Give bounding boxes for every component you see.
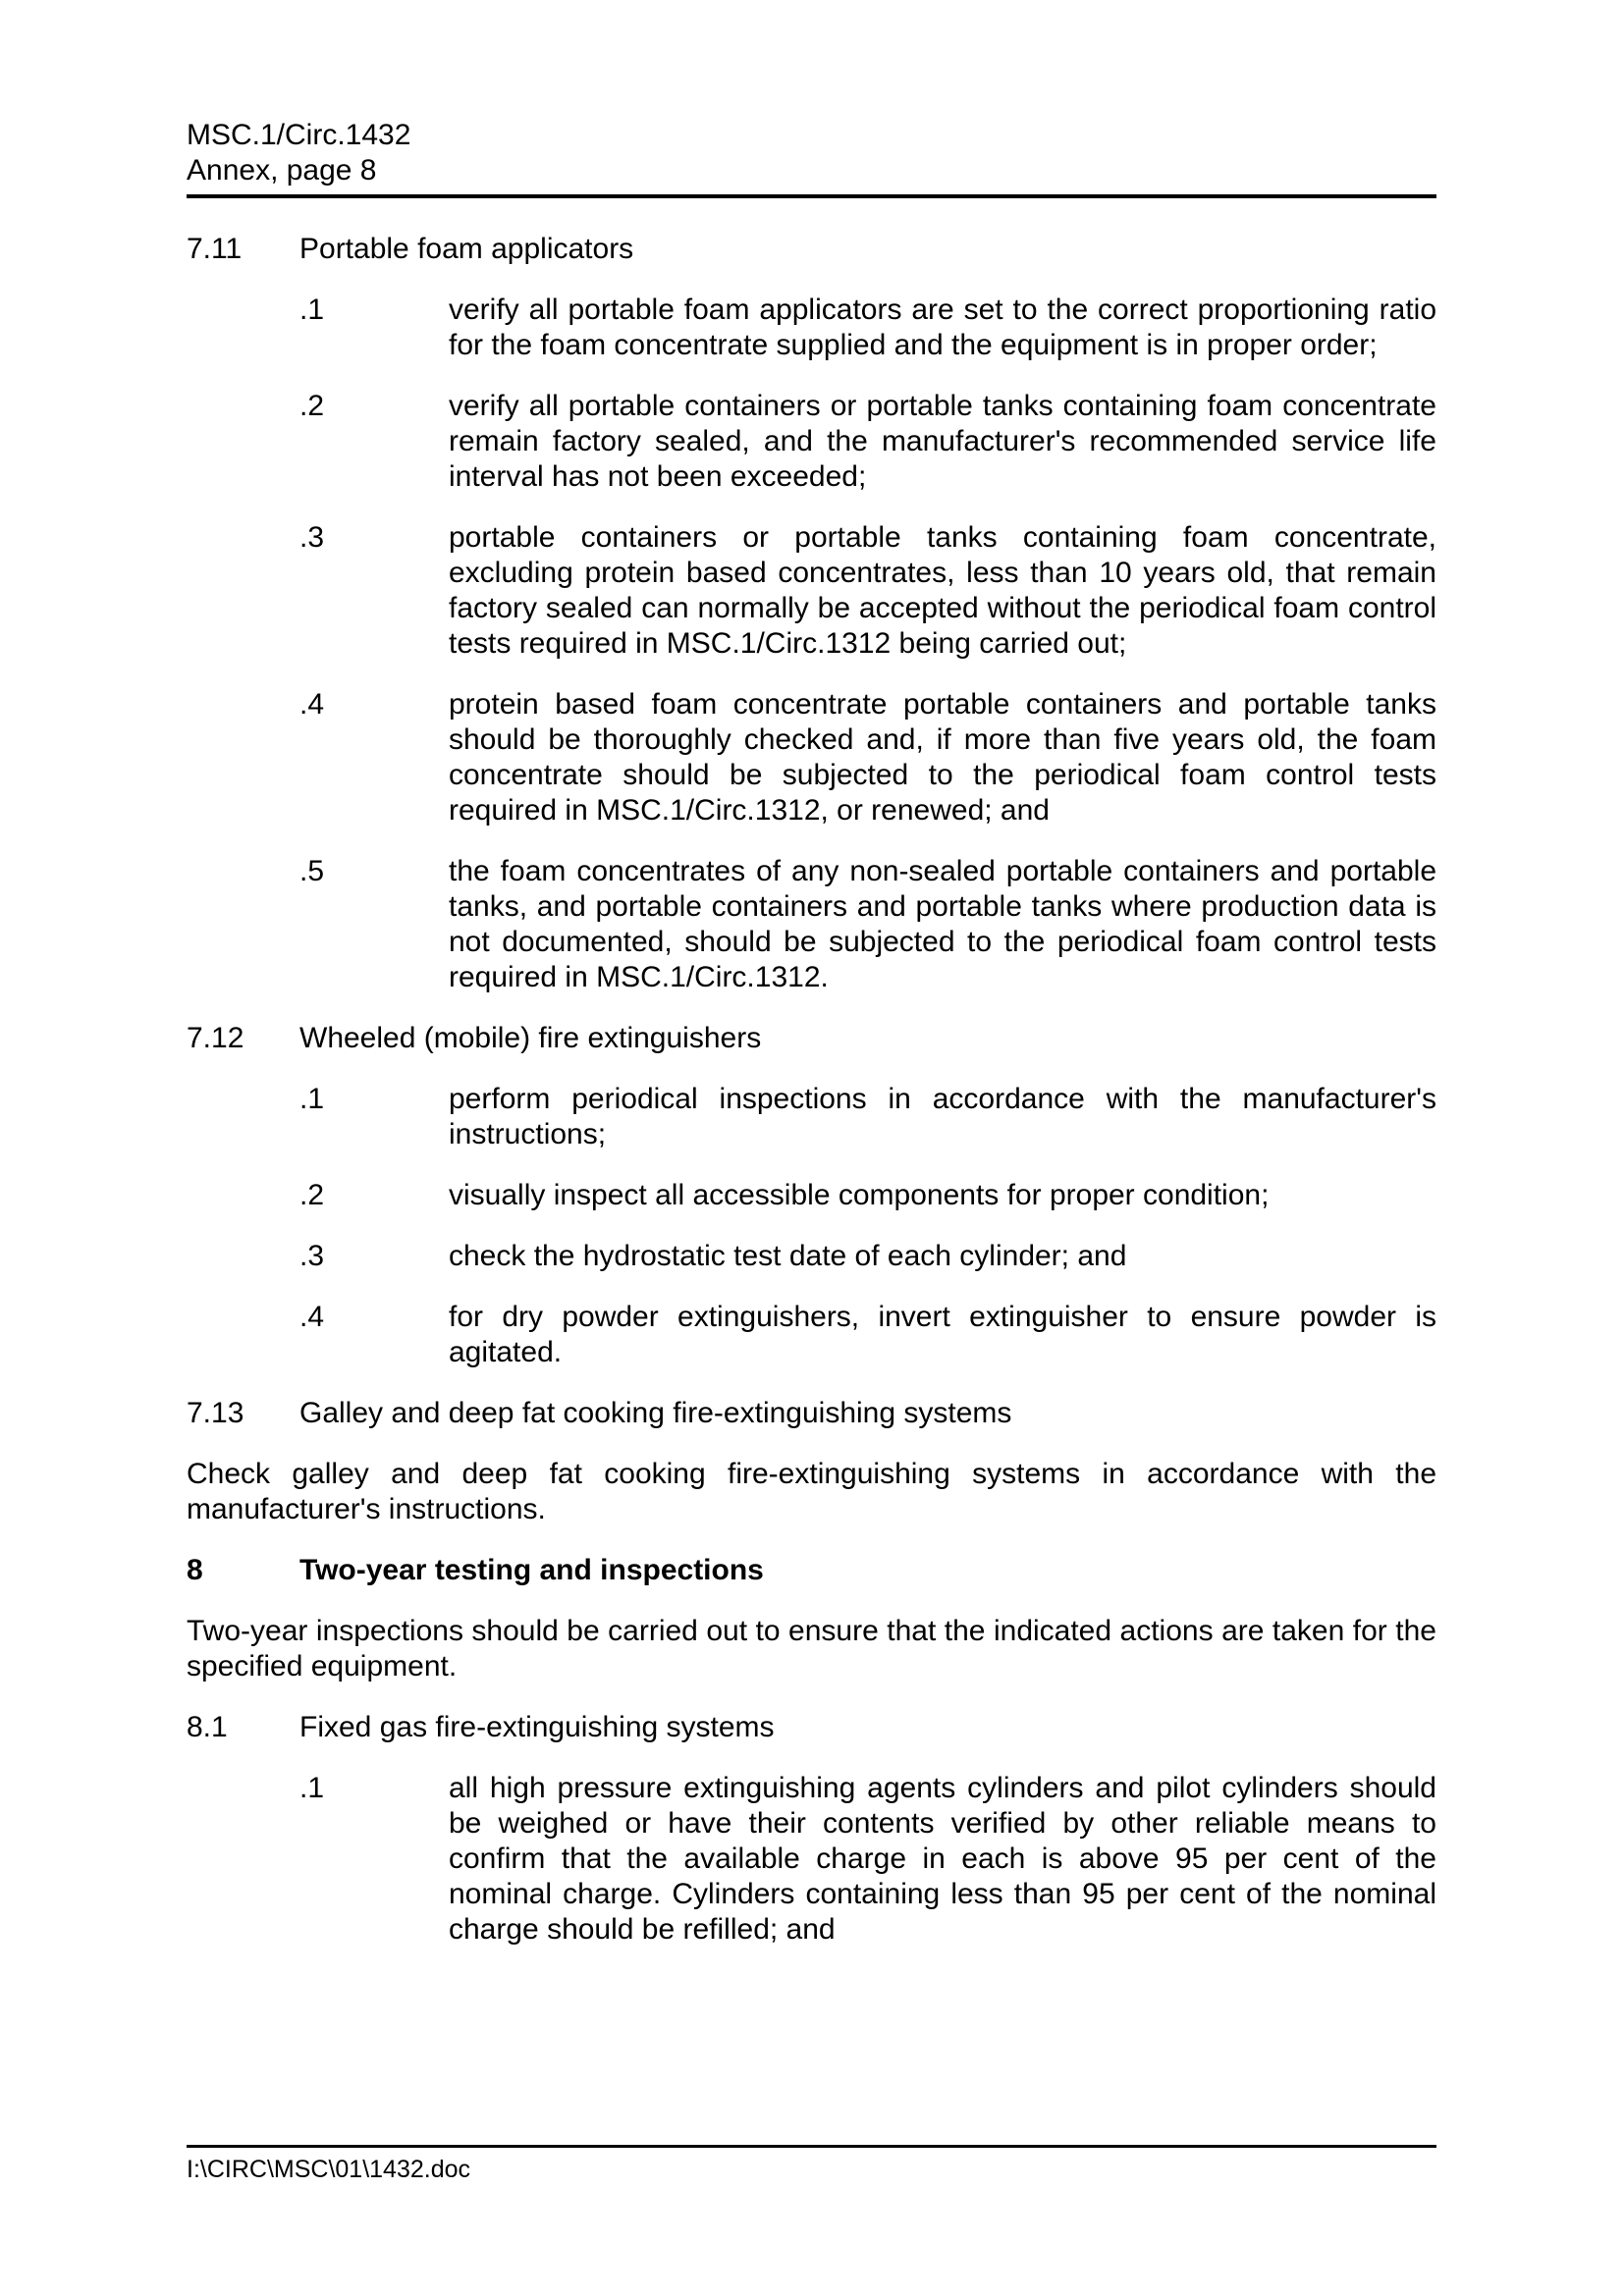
list-item xyxy=(299,854,1436,995)
section-heading xyxy=(187,1553,1436,1588)
section-number: 8 xyxy=(187,1554,203,1586)
sections-container xyxy=(187,232,1436,1948)
section-heading xyxy=(187,1396,1436,1431)
list-item-marker: .1 xyxy=(299,1083,325,1115)
paragraph: Two-year inspections should be carried out to ensure that the indicated actions are taken for the specified equipment. xyxy=(187,1615,1436,1682)
document-body xyxy=(187,118,1436,1973)
list-item-marker: .3 xyxy=(299,521,325,554)
section-number: 8.1 xyxy=(187,1711,228,1743)
list-item-marker: .3 xyxy=(299,1240,325,1272)
list-item-marker: .4 xyxy=(299,688,325,721)
list-item xyxy=(299,293,1436,363)
list-item-text: the foam concentrates of any non-sealed portable containers and portable tanks, and portable containers and portable tanks where production data is not documented, should be subjected to the periodical foam control tests required in MSC.1/Circ.1312. xyxy=(449,855,1436,993)
list-item xyxy=(299,687,1436,828)
section-heading xyxy=(187,232,1436,267)
list-item-text: all high pressure extinguishing agents cylinders and pilot cylinders should be weighed or have their contents verified by other reliable means to confirm that the available charge in each is above 95 per cent of the nominal charge. Cylinders containing less than 95 per cent of the nominal charge should be refilled; and xyxy=(449,1772,1436,1946)
section-title: Portable foam applicators xyxy=(299,233,634,265)
document-header xyxy=(187,118,1436,198)
list-item-marker: .1 xyxy=(299,294,325,326)
list-item-marker: .2 xyxy=(299,1179,325,1211)
list-item-text: for dry powder extinguishers, invert extinguisher to ensure powder is agitated. xyxy=(449,1301,1436,1368)
file-path: I:\CIRC\MSC\01\1432.doc xyxy=(187,2156,471,2183)
section-number: 7.12 xyxy=(187,1022,244,1054)
list-item-text: verify all portable containers or portable tanks containing foam concentrate remain factory sealed, and the manufacturer's recommended service life interval has not been exceeded; xyxy=(449,390,1436,493)
paragraph: Check galley and deep fat cooking fire-extinguishing systems in accordance with the manufacturer's instructions. xyxy=(187,1458,1436,1525)
list-item xyxy=(299,389,1436,495)
list-item-text: protein based foam concentrate portable containers and portable tanks should be thoroughly checked and, if more than five years old, the foam concentrate should be subjected to the periodical foam control tests required in MSC.1/Circ.1312, or renewed; and xyxy=(449,688,1436,827)
list-item xyxy=(299,1239,1436,1274)
doc-reference: MSC.1/Circ.1432 xyxy=(187,119,411,151)
list-item-text: perform periodical inspections in accordance with the manufacturer's instructions; xyxy=(449,1083,1436,1150)
section-heading xyxy=(187,1021,1436,1056)
list-item-text: verify all portable foam applicators are set to the correct proportioning ratio for the foam concentrate supplied and the equipment is in proper order; xyxy=(449,294,1436,361)
list-item-text: check the hydrostatic test date of each cylinder; and xyxy=(449,1240,1127,1272)
section-title: Two-year testing and inspections xyxy=(299,1554,764,1586)
section-title: Wheeled (mobile) fire extinguishers xyxy=(299,1022,762,1054)
list-item-marker: .1 xyxy=(299,1772,325,1804)
section-number: 7.11 xyxy=(187,233,243,265)
list-item xyxy=(299,1082,1436,1152)
list-item-marker: .4 xyxy=(299,1301,325,1333)
section-title: Fixed gas fire-extinguishing systems xyxy=(299,1711,775,1743)
annex-page-label: Annex, page 8 xyxy=(187,154,377,187)
list-item-text: visually inspect all accessible components for proper condition; xyxy=(449,1179,1270,1211)
list-item-marker: .2 xyxy=(299,390,325,422)
list-item-text: portable containers or portable tanks containing foam concentrate, excluding protein based concentrates, less than 10 years old, that remain factory sealed can normally be accepted without the periodical foam control tests required in MSC.1/Circ.1312 being carried out; xyxy=(449,521,1436,660)
document-footer xyxy=(187,2145,1436,2184)
list-item xyxy=(299,520,1436,662)
section-title: Galley and deep fat cooking fire-extinguishing systems xyxy=(299,1397,1012,1429)
list-item xyxy=(299,1300,1436,1370)
list-item xyxy=(299,1771,1436,1948)
list-item xyxy=(299,1178,1436,1213)
list-item-marker: .5 xyxy=(299,855,325,887)
section-heading xyxy=(187,1710,1436,1745)
section-number: 7.13 xyxy=(187,1397,244,1429)
